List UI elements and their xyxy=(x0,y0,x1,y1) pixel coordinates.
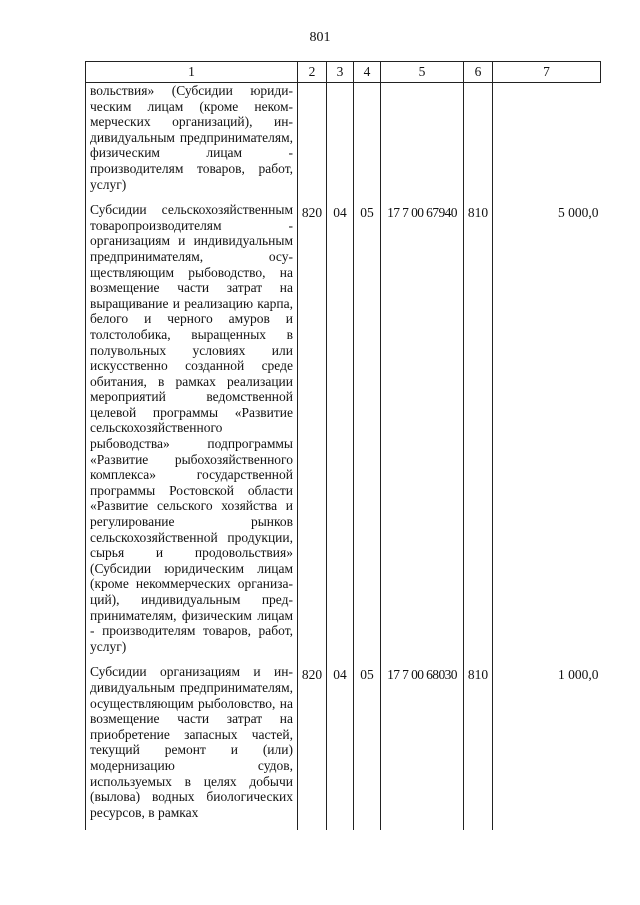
row-expense-type: 810 xyxy=(464,664,493,830)
col-header-2: 2 xyxy=(298,62,327,83)
row-ministry-code xyxy=(298,83,327,203)
row-target-article: 17 7 00 68030 xyxy=(381,664,464,830)
row-expense-type xyxy=(464,83,493,203)
row-description: вольствия» (Субсидии юридическим лицам (кроме некоммерческих организаций), индивидуальным предпринимателям, физическим лицам - производителям товаров, работ, услуг) xyxy=(86,83,298,203)
row-description: Субсидии организациям и индивидуальным предпринимателям, осуществляющим рыболовство, на возмещение части затрат на приобретение запасных частей, текущий ремонт и (или) модернизацию судов, используемых в целях добычи (вылова) водных биологических ресурсов, в рамках xyxy=(86,664,298,830)
row-subsection-code: 05 xyxy=(354,202,381,664)
col-header-7: 7 xyxy=(493,62,601,83)
row-target-article xyxy=(381,83,464,203)
col-header-5: 5 xyxy=(381,62,464,83)
col-header-1: 1 xyxy=(86,62,298,83)
budget-table xyxy=(85,61,601,830)
col-header-4: 4 xyxy=(354,62,381,83)
row-amount: 1 000,0 xyxy=(493,664,601,830)
row-amount xyxy=(493,83,601,203)
table-row xyxy=(86,202,601,664)
table-row xyxy=(86,83,601,203)
row-section-code xyxy=(327,83,354,203)
col-header-6: 6 xyxy=(464,62,493,83)
row-amount: 5 000,0 xyxy=(493,202,601,664)
row-subsection-code: 05 xyxy=(354,664,381,830)
row-section-code: 04 xyxy=(327,202,354,664)
header-row xyxy=(86,62,601,83)
col-header-3: 3 xyxy=(327,62,354,83)
page-number: 801 xyxy=(309,30,331,45)
row-expense-type: 810 xyxy=(464,202,493,664)
row-ministry-code: 820 xyxy=(298,202,327,664)
row-subsection-code xyxy=(354,83,381,203)
row-description: Субсидии сельскохозяйственным товаропроизводителям - организациям и индивидуальным предпринимателям, осуществляющим рыбоводство, на возмещение части затрат на выращивание и реализацию карпа, белого и черного амуров и толстолобика, выращенных в полувольных условиях или искусственно созданной среде обитания, в рамках реализации мероприятий ведомственной целевой программы «Развитие сельскохозяйственного рыбоводства» подпрограммы «Развитие рыбохозяйственного комплекса» государственной программы Ростовской области «Развитие сельского хозяйства и регулирование рынков сельскохозяйственной продукции, сырья и продовольствия» (Субсидии юридическим лицам (кроме некоммерческих организаций), индивидуальным предпринимателям, физическим лицам - производителям товаров, работ, услуг) xyxy=(86,202,298,664)
table-row xyxy=(86,664,601,830)
row-ministry-code: 820 xyxy=(298,664,327,830)
row-target-article: 17 7 00 67940 xyxy=(381,202,464,664)
row-section-code: 04 xyxy=(327,664,354,830)
